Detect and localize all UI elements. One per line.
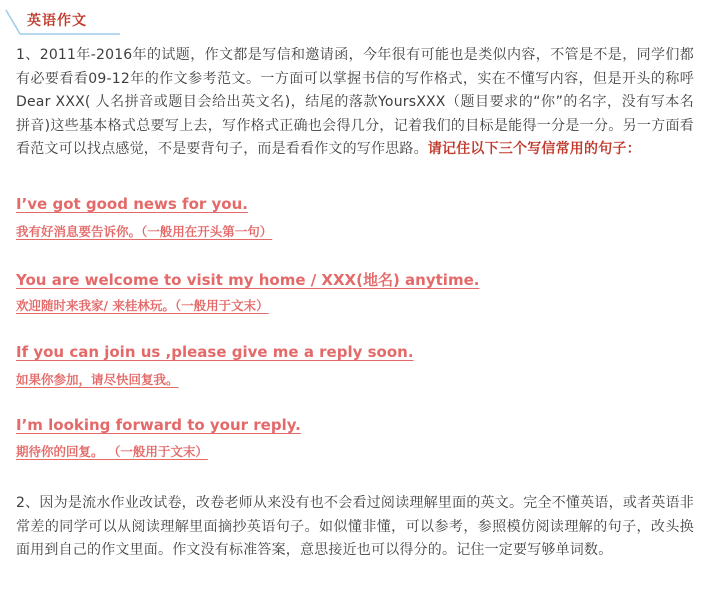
sentence-4-chinese: 期待你的回复。 （一般用于文末） — [16, 444, 208, 459]
sentence-4-english: I’m looking forward to your reply. — [16, 416, 301, 434]
sentence-3-chinese: 如果你参加，请尽快回复我。 — [16, 372, 179, 387]
paragraph-1-text: 1、2011年-2016年的试题，作文都是写信和邀请函，今年很有可能也是类似内容，不管是不是，同学们都有必要看看09-12年的作文参考范文。一方面可以掌握书信的写作格式，实在不懂写内容，但是开头的称呼Dear XXX( 人名拼音或题目会给出英文名)，结尾的落款YoursXXX（题目要求的“你”的名字，没有写本名拼音)这些基本格式总要写上去，写作格式正确也会得几分，记着我们的目标是能得一分是一分。另一方面看看范文可以找点感觉，不是要背句子，而是看看作文的写作思路。 — [16, 47, 694, 157]
sentence-2-english: You are welcome to visit my home / XXX(地名) anytime. — [16, 271, 480, 289]
header-decoration — [0, 0, 708, 36]
section-header — [0, 0, 708, 36]
sentence-1-english: I’ve got good news for you. — [16, 195, 248, 213]
sentence-3-english: If you can join us ,please give me a reply soon. — [16, 343, 414, 361]
sentence-1-chinese: 我有好消息要告诉你。（一般用在开头第一句） — [16, 224, 273, 239]
sentence-2-chinese: 欢迎随时来我家/ 来桂林玩。（一般用于文末） — [16, 298, 269, 313]
paragraph-2: 2、因为是流水作业改试卷，改卷老师从来没有也不会看过阅读理解里面的英文。完全不懂英语，或者英语非常差的同学可以从阅读理解里面摘抄英语句子。如似懂非懂，可以参考，参照模仿阅读理解的句子，改头换面用到自己的作文里面。作文没有标准答案，意思接近也可以得分的。记住一定要写够单词数。 — [16, 495, 694, 558]
paragraph-1 — [16, 44, 694, 162]
paragraph-1-highlight: 请记住以下三个写信常用的句子： — [427, 141, 641, 157]
section-title: 英语作文 — [27, 13, 87, 29]
